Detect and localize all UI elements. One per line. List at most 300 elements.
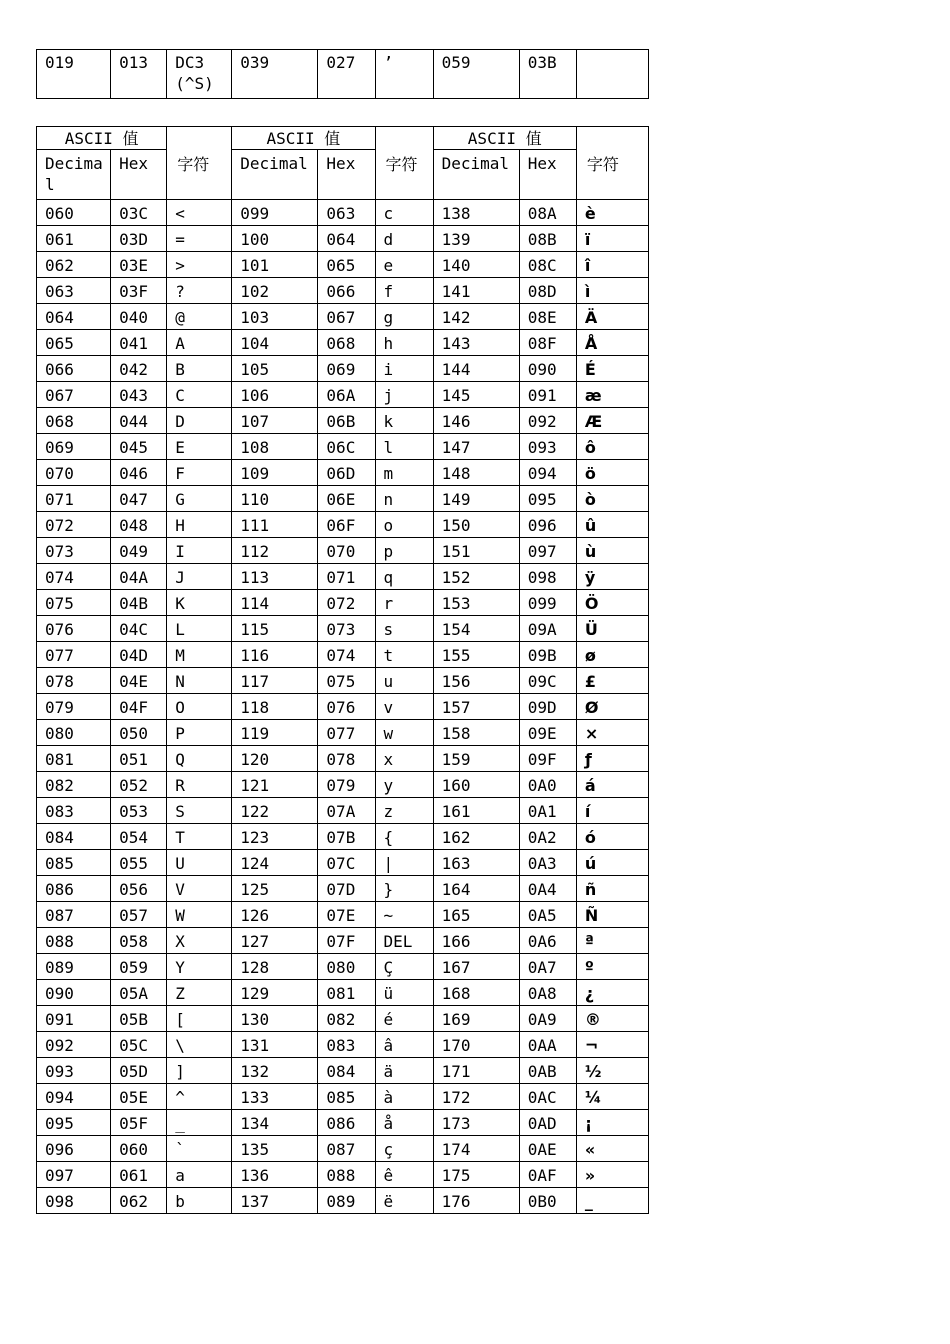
char-cell-2: ä — [375, 1058, 433, 1084]
hex-cell-2: 066 — [318, 278, 375, 304]
char-cell-1: K — [167, 590, 232, 616]
hex-cell-1: 04B — [111, 590, 167, 616]
hex-cell-1: 042 — [111, 356, 167, 382]
char-cell-2: d — [375, 226, 433, 252]
hex-cell-1: 04F — [111, 694, 167, 720]
decimal-cell-3: 138 — [433, 200, 519, 226]
char-cell-1: [ — [167, 1006, 232, 1032]
decimal-cell-1: 066 — [37, 356, 111, 382]
decimal-cell-3: 154 — [433, 616, 519, 642]
decimal-cell-2: 134 — [232, 1110, 318, 1136]
decimal-cell-2: 131 — [232, 1032, 318, 1058]
table-row — [37, 902, 649, 928]
char-cell-3: £ — [576, 668, 648, 694]
table-row — [37, 1188, 649, 1214]
char-cell-3: » — [576, 1162, 648, 1188]
char-cell-2: e — [375, 252, 433, 278]
decimal-cell-1: 068 — [37, 408, 111, 434]
hex-cell-3: 091 — [519, 382, 576, 408]
decimal-cell-1: 060 — [37, 200, 111, 226]
hex-cell-2: 07B — [318, 824, 375, 850]
header-group-row — [37, 127, 649, 150]
hex-cell-3: 0AF — [519, 1162, 576, 1188]
decimal-cell-2: 122 — [232, 798, 318, 824]
char-cell-3: Ñ — [576, 902, 648, 928]
char-cell-3: û — [576, 512, 648, 538]
decimal-cell-3: 168 — [433, 980, 519, 1006]
hex-cell-2: 087 — [318, 1136, 375, 1162]
decimal-cell-2: 108 — [232, 434, 318, 460]
hex-cell-1: 04D — [111, 642, 167, 668]
decimal-cell-2: 132 — [232, 1058, 318, 1084]
char-cell-2: c — [375, 200, 433, 226]
decimal-cell-3: 140 — [433, 252, 519, 278]
table-row — [37, 200, 649, 226]
table-row — [37, 304, 649, 330]
hex-cell-3: 08C — [519, 252, 576, 278]
decimal-cell-3: 151 — [433, 538, 519, 564]
hex-cell-1: 044 — [111, 408, 167, 434]
char-cell-3: ½ — [576, 1058, 648, 1084]
hex-cell-2: 088 — [318, 1162, 375, 1188]
char-cell-3: ñ — [576, 876, 648, 902]
decimal-cell-3: 139 — [433, 226, 519, 252]
decimal-cell-2: 113 — [232, 564, 318, 590]
decimal-cell-1: 087 — [37, 902, 111, 928]
table-row — [37, 824, 649, 850]
char-cell-3: î — [576, 252, 648, 278]
table-row — [37, 486, 649, 512]
hex-cell-1: 054 — [111, 824, 167, 850]
table-row — [37, 928, 649, 954]
decimal-cell-2: 104 — [232, 330, 318, 356]
decimal-cell-1: 076 — [37, 616, 111, 642]
hex-cell-2: 080 — [318, 954, 375, 980]
decimal-cell-2: 103 — [232, 304, 318, 330]
char-cell-2: ê — [375, 1162, 433, 1188]
hex-cell-1: 061 — [111, 1162, 167, 1188]
char-cell-2: f — [375, 278, 433, 304]
top-decimal-3: 059 — [433, 50, 519, 99]
char-cell-1: ? — [167, 278, 232, 304]
decimal-cell-3: 170 — [433, 1032, 519, 1058]
decimal-cell-2: 118 — [232, 694, 318, 720]
decimal-cell-2: 127 — [232, 928, 318, 954]
hex-cell-2: 07F — [318, 928, 375, 954]
char-header-1: 字符 — [167, 127, 232, 200]
hex-cell-2: 085 — [318, 1084, 375, 1110]
decimal-cell-3: 156 — [433, 668, 519, 694]
hex-cell-1: 03F — [111, 278, 167, 304]
table-row — [37, 252, 649, 278]
decimal-cell-1: 085 — [37, 850, 111, 876]
table-row — [37, 850, 649, 876]
hex-cell-1: 05C — [111, 1032, 167, 1058]
char-cell-3: è — [576, 200, 648, 226]
decimal-cell-1: 091 — [37, 1006, 111, 1032]
char-cell-3: ù — [576, 538, 648, 564]
hex-cell-2: 067 — [318, 304, 375, 330]
char-cell-1: > — [167, 252, 232, 278]
char-cell-3: ò — [576, 486, 648, 512]
table-row — [37, 616, 649, 642]
char-cell-3: ¿ — [576, 980, 648, 1006]
char-cell-2: | — [375, 850, 433, 876]
decimal-header-2: Decimal — [232, 150, 318, 200]
decimal-cell-1: 083 — [37, 798, 111, 824]
table-row — [37, 694, 649, 720]
hex-cell-3: 08F — [519, 330, 576, 356]
char-cell-3: í — [576, 798, 648, 824]
decimal-cell-3: 141 — [433, 278, 519, 304]
decimal-cell-1: 071 — [37, 486, 111, 512]
decimal-cell-1: 092 — [37, 1032, 111, 1058]
decimal-cell-1: 082 — [37, 772, 111, 798]
char-cell-3: ƒ — [576, 746, 648, 772]
hex-cell-1: 055 — [111, 850, 167, 876]
decimal-cell-2: 112 — [232, 538, 318, 564]
char-cell-3: á — [576, 772, 648, 798]
hex-cell-3: 09E — [519, 720, 576, 746]
char-cell-3: ì — [576, 278, 648, 304]
hex-cell-2: 074 — [318, 642, 375, 668]
char-cell-2: r — [375, 590, 433, 616]
table-row — [37, 590, 649, 616]
top-char-2: ’ — [375, 50, 433, 99]
table-row — [37, 1136, 649, 1162]
decimal-cell-3: 144 — [433, 356, 519, 382]
hex-cell-2: 06B — [318, 408, 375, 434]
char-cell-1: V — [167, 876, 232, 902]
decimal-cell-1: 089 — [37, 954, 111, 980]
char-cell-1: E — [167, 434, 232, 460]
char-cell-2: n — [375, 486, 433, 512]
char-cell-3: ÿ — [576, 564, 648, 590]
top-hex-3: 03B — [519, 50, 576, 99]
decimal-cell-2: 125 — [232, 876, 318, 902]
table-row — [37, 720, 649, 746]
hex-cell-1: 03D — [111, 226, 167, 252]
hex-cell-2: 079 — [318, 772, 375, 798]
char-cell-1: N — [167, 668, 232, 694]
decimal-cell-1: 062 — [37, 252, 111, 278]
decimal-cell-1: 064 — [37, 304, 111, 330]
decimal-cell-1: 088 — [37, 928, 111, 954]
decimal-cell-3: 172 — [433, 1084, 519, 1110]
char-cell-3: ø — [576, 642, 648, 668]
hex-cell-2: 07E — [318, 902, 375, 928]
hex-cell-2: 07A — [318, 798, 375, 824]
char-cell-3: ú — [576, 850, 648, 876]
table-row — [37, 1162, 649, 1188]
decimal-cell-1: 061 — [37, 226, 111, 252]
hex-cell-1: 04A — [111, 564, 167, 590]
decimal-cell-2: 119 — [232, 720, 318, 746]
hex-cell-3: 0A7 — [519, 954, 576, 980]
hex-cell-3: 08A — [519, 200, 576, 226]
char-cell-2: k — [375, 408, 433, 434]
char-cell-2: ë — [375, 1188, 433, 1214]
hex-cell-3: 090 — [519, 356, 576, 382]
decimal-cell-3: 163 — [433, 850, 519, 876]
char-cell-1: I — [167, 538, 232, 564]
char-cell-2: ü — [375, 980, 433, 1006]
hex-cell-3: 09B — [519, 642, 576, 668]
char-cell-2: } — [375, 876, 433, 902]
decimal-cell-3: 150 — [433, 512, 519, 538]
char-cell-3: ö — [576, 460, 648, 486]
top-hex-1: 013 — [111, 50, 167, 99]
char-cell-3: Ö — [576, 590, 648, 616]
hex-cell-3: 0AB — [519, 1058, 576, 1084]
hex-cell-2: 06A — [318, 382, 375, 408]
char-cell-1: F — [167, 460, 232, 486]
decimal-cell-3: 169 — [433, 1006, 519, 1032]
decimal-cell-1: 073 — [37, 538, 111, 564]
char-cell-1: H — [167, 512, 232, 538]
char-cell-2: x — [375, 746, 433, 772]
decimal-cell-2: 135 — [232, 1136, 318, 1162]
hex-cell-2: 069 — [318, 356, 375, 382]
char-cell-2: Ç — [375, 954, 433, 980]
decimal-cell-3: 164 — [433, 876, 519, 902]
decimal-cell-1: 093 — [37, 1058, 111, 1084]
hex-cell-2: 07D — [318, 876, 375, 902]
hex-cell-2: 073 — [318, 616, 375, 642]
hex-cell-3: 094 — [519, 460, 576, 486]
decimal-cell-3: 161 — [433, 798, 519, 824]
char-cell-3: ï — [576, 226, 648, 252]
table-row — [37, 1006, 649, 1032]
char-cell-3: ¼ — [576, 1084, 648, 1110]
char-cell-3: Æ — [576, 408, 648, 434]
hex-header-1: Hex — [111, 150, 167, 200]
hex-cell-1: 056 — [111, 876, 167, 902]
hex-cell-2: 064 — [318, 226, 375, 252]
table-row — [37, 434, 649, 460]
char-cell-2: j — [375, 382, 433, 408]
decimal-cell-1: 074 — [37, 564, 111, 590]
decimal-cell-3: 148 — [433, 460, 519, 486]
hex-cell-2: 070 — [318, 538, 375, 564]
char-cell-3: ® — [576, 1006, 648, 1032]
decimal-cell-1: 084 — [37, 824, 111, 850]
hex-cell-3: 0A6 — [519, 928, 576, 954]
decimal-cell-2: 130 — [232, 1006, 318, 1032]
char-cell-2: h — [375, 330, 433, 356]
decimal-cell-3: 165 — [433, 902, 519, 928]
hex-cell-3: 096 — [519, 512, 576, 538]
char-cell-3: Ø — [576, 694, 648, 720]
table-row — [37, 746, 649, 772]
decimal-cell-1: 081 — [37, 746, 111, 772]
char-cell-1: W — [167, 902, 232, 928]
hex-cell-1: 04E — [111, 668, 167, 694]
hex-cell-1: 03E — [111, 252, 167, 278]
top-char-3 — [576, 50, 648, 99]
hex-cell-2: 063 — [318, 200, 375, 226]
table-row — [37, 278, 649, 304]
hex-cell-1: 040 — [111, 304, 167, 330]
char-cell-1: G — [167, 486, 232, 512]
hex-cell-1: 05E — [111, 1084, 167, 1110]
hex-cell-2: 071 — [318, 564, 375, 590]
char-cell-3: Ü — [576, 616, 648, 642]
decimal-cell-3: 152 — [433, 564, 519, 590]
decimal-cell-2: 133 — [232, 1084, 318, 1110]
char-cell-2: g — [375, 304, 433, 330]
table-row — [37, 954, 649, 980]
hex-cell-2: 06C — [318, 434, 375, 460]
char-cell-3: _ — [576, 1188, 648, 1214]
decimal-cell-1: 065 — [37, 330, 111, 356]
decimal-cell-1: 075 — [37, 590, 111, 616]
hex-cell-2: 06E — [318, 486, 375, 512]
decimal-cell-3: 159 — [433, 746, 519, 772]
table-row — [37, 1058, 649, 1084]
hex-cell-2: 068 — [318, 330, 375, 356]
decimal-cell-2: 120 — [232, 746, 318, 772]
hex-cell-2: 084 — [318, 1058, 375, 1084]
decimal-header-1: Decima l — [37, 150, 111, 200]
decimal-cell-2: 100 — [232, 226, 318, 252]
char-cell-1: a — [167, 1162, 232, 1188]
table-row — [37, 980, 649, 1006]
hex-cell-1: 053 — [111, 798, 167, 824]
decimal-cell-2: 110 — [232, 486, 318, 512]
decimal-cell-2: 099 — [232, 200, 318, 226]
table-row — [37, 1084, 649, 1110]
hex-cell-2: 075 — [318, 668, 375, 694]
decimal-cell-1: 072 — [37, 512, 111, 538]
decimal-cell-1: 090 — [37, 980, 111, 1006]
hex-cell-3: 09F — [519, 746, 576, 772]
char-cell-2: u — [375, 668, 433, 694]
decimal-cell-2: 105 — [232, 356, 318, 382]
char-header-3: 字符 — [576, 127, 648, 200]
hex-cell-1: 047 — [111, 486, 167, 512]
char-cell-2: z — [375, 798, 433, 824]
table-row — [37, 226, 649, 252]
decimal-cell-2: 116 — [232, 642, 318, 668]
char-cell-2: p — [375, 538, 433, 564]
decimal-cell-2: 137 — [232, 1188, 318, 1214]
char-cell-2: l — [375, 434, 433, 460]
decimal-cell-3: 146 — [433, 408, 519, 434]
char-cell-2: w — [375, 720, 433, 746]
hex-cell-3: 097 — [519, 538, 576, 564]
char-cell-2: à — [375, 1084, 433, 1110]
decimal-cell-2: 114 — [232, 590, 318, 616]
char-cell-3: ¬ — [576, 1032, 648, 1058]
char-cell-1: Z — [167, 980, 232, 1006]
ascii-group-header-3: ASCII 值 — [433, 127, 576, 150]
hex-cell-1: 05F — [111, 1110, 167, 1136]
char-cell-1: @ — [167, 304, 232, 330]
char-cell-1: T — [167, 824, 232, 850]
decimal-cell-2: 106 — [232, 382, 318, 408]
decimal-cell-3: 142 — [433, 304, 519, 330]
hex-cell-2: 06F — [318, 512, 375, 538]
decimal-cell-2: 107 — [232, 408, 318, 434]
char-cell-1: C — [167, 382, 232, 408]
decimal-cell-2: 102 — [232, 278, 318, 304]
hex-cell-3: 0A1 — [519, 798, 576, 824]
hex-cell-3: 0A3 — [519, 850, 576, 876]
char-cell-1: D — [167, 408, 232, 434]
ascii-table — [36, 126, 649, 1214]
hex-cell-1: 058 — [111, 928, 167, 954]
hex-cell-3: 0A5 — [519, 902, 576, 928]
hex-cell-1: 049 — [111, 538, 167, 564]
table-row — [37, 668, 649, 694]
char-cell-1: X — [167, 928, 232, 954]
char-cell-3: ¡ — [576, 1110, 648, 1136]
table-row — [37, 1110, 649, 1136]
decimal-cell-2: 109 — [232, 460, 318, 486]
decimal-cell-2: 121 — [232, 772, 318, 798]
decimal-cell-1: 069 — [37, 434, 111, 460]
char-cell-3: × — [576, 720, 648, 746]
char-cell-1: ^ — [167, 1084, 232, 1110]
decimal-cell-1: 095 — [37, 1110, 111, 1136]
decimal-cell-1: 070 — [37, 460, 111, 486]
hex-cell-3: 0B0 — [519, 1188, 576, 1214]
decimal-cell-2: 124 — [232, 850, 318, 876]
char-cell-1: O — [167, 694, 232, 720]
decimal-cell-3: 176 — [433, 1188, 519, 1214]
char-cell-2: é — [375, 1006, 433, 1032]
decimal-cell-2: 123 — [232, 824, 318, 850]
decimal-cell-2: 136 — [232, 1162, 318, 1188]
hex-cell-3: 093 — [519, 434, 576, 460]
decimal-cell-3: 155 — [433, 642, 519, 668]
char-cell-3: Å — [576, 330, 648, 356]
char-cell-2: { — [375, 824, 433, 850]
hex-cell-1: 05B — [111, 1006, 167, 1032]
hex-cell-1: 05D — [111, 1058, 167, 1084]
hex-cell-3: 0A8 — [519, 980, 576, 1006]
char-cell-2: m — [375, 460, 433, 486]
char-cell-3: æ — [576, 382, 648, 408]
decimal-cell-3: 153 — [433, 590, 519, 616]
char-cell-2: DEL — [375, 928, 433, 954]
hex-cell-1: 057 — [111, 902, 167, 928]
char-cell-1: L — [167, 616, 232, 642]
hex-cell-1: 05A — [111, 980, 167, 1006]
hex-cell-2: 083 — [318, 1032, 375, 1058]
hex-cell-3: 08E — [519, 304, 576, 330]
table-row — [37, 356, 649, 382]
continued-table-row — [36, 49, 649, 99]
decimal-cell-1: 086 — [37, 876, 111, 902]
char-cell-2: s — [375, 616, 433, 642]
hex-cell-3: 0AE — [519, 1136, 576, 1162]
decimal-cell-2: 117 — [232, 668, 318, 694]
hex-cell-3: 0AA — [519, 1032, 576, 1058]
decimal-cell-1: 097 — [37, 1162, 111, 1188]
hex-cell-3: 09C — [519, 668, 576, 694]
table-row — [37, 564, 649, 590]
decimal-cell-1: 077 — [37, 642, 111, 668]
decimal-cell-1: 078 — [37, 668, 111, 694]
ascii-group-header-2: ASCII 值 — [232, 127, 375, 150]
hex-cell-3: 0AC — [519, 1084, 576, 1110]
char-cell-2: t — [375, 642, 433, 668]
top-decimal-2: 039 — [232, 50, 318, 99]
hex-cell-2: 086 — [318, 1110, 375, 1136]
char-cell-2: å — [375, 1110, 433, 1136]
